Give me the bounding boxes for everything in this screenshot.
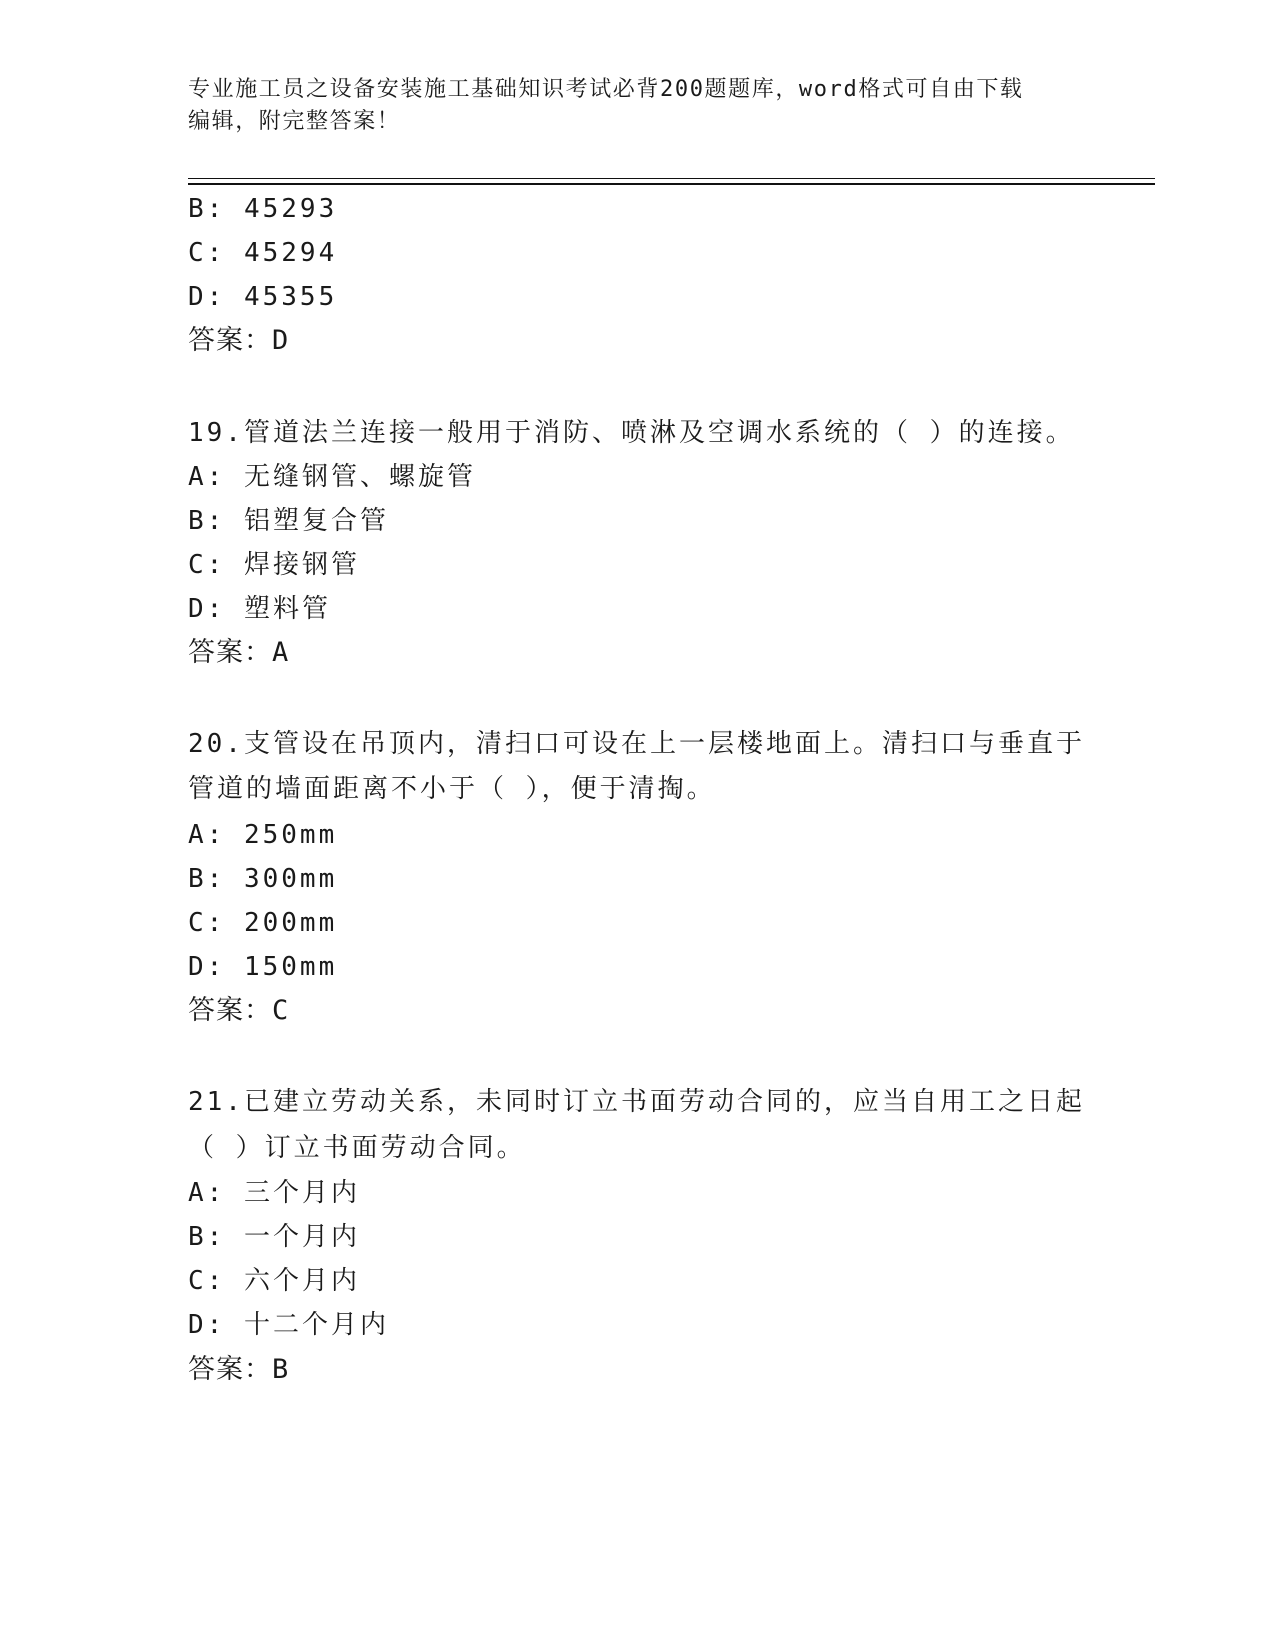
- q20-answer: 答案：C: [188, 995, 290, 1026]
- q19-option-d: D: 塑料管: [188, 594, 331, 624]
- q19-option-b: B: 铝塑复合管: [188, 506, 389, 536]
- q18-option-d: D: 45355: [188, 282, 338, 312]
- q18-option-b: B: 45293: [188, 194, 338, 224]
- q20-option-c: C: 200mm: [188, 908, 338, 938]
- header-title-line-2: 编辑，附完整答案！: [188, 109, 401, 134]
- q21-option-d: D: 十二个月内: [188, 1310, 389, 1340]
- q19-answer: 答案：A: [188, 637, 290, 668]
- q21-option-b: B: 一个月内: [188, 1222, 360, 1252]
- q21-answer: 答案：B: [188, 1354, 290, 1385]
- q20-stem-line-1: 20.支管设在吊顶内，清扫口可设在上一层楼地面上。清扫口与垂直于: [188, 729, 1085, 759]
- q20-option-b: B: 300mm: [188, 864, 338, 894]
- q21-option-c: C: 六个月内: [188, 1266, 360, 1296]
- q18-option-c: C: 45294: [188, 238, 338, 268]
- q18-answer: 答案：D: [188, 325, 290, 356]
- q19-stem: 19.管道法兰连接一般用于消防、喷淋及空调水系统的（ ）的连接。: [188, 418, 1075, 448]
- q21-stem-line-2: （ ）订立书面劳动合同。: [188, 1133, 526, 1163]
- q19-option-c: C: 焊接钢管: [188, 550, 360, 580]
- header-divider-thin: [188, 178, 1155, 179]
- q19-option-a: A: 无缝钢管、螺旋管: [188, 462, 476, 492]
- q20-option-d: D: 150mm: [188, 952, 338, 982]
- q21-stem-line-1: 21.已建立劳动关系，未同时订立书面劳动合同的，应当自用工之日起: [188, 1087, 1085, 1117]
- q20-stem-line-2: 管道的墙面距离不小于（ ），便于清掏。: [188, 774, 716, 804]
- header-divider-thick: [188, 183, 1155, 185]
- header-title-line-1: 专业施工员之设备安装施工基础知识考试必背200题题库，word格式可自由下载: [188, 77, 1024, 102]
- q20-option-a: A: 250mm: [188, 820, 338, 850]
- document-header: [188, 74, 1088, 138]
- q21-option-a: A: 三个月内: [188, 1178, 360, 1208]
